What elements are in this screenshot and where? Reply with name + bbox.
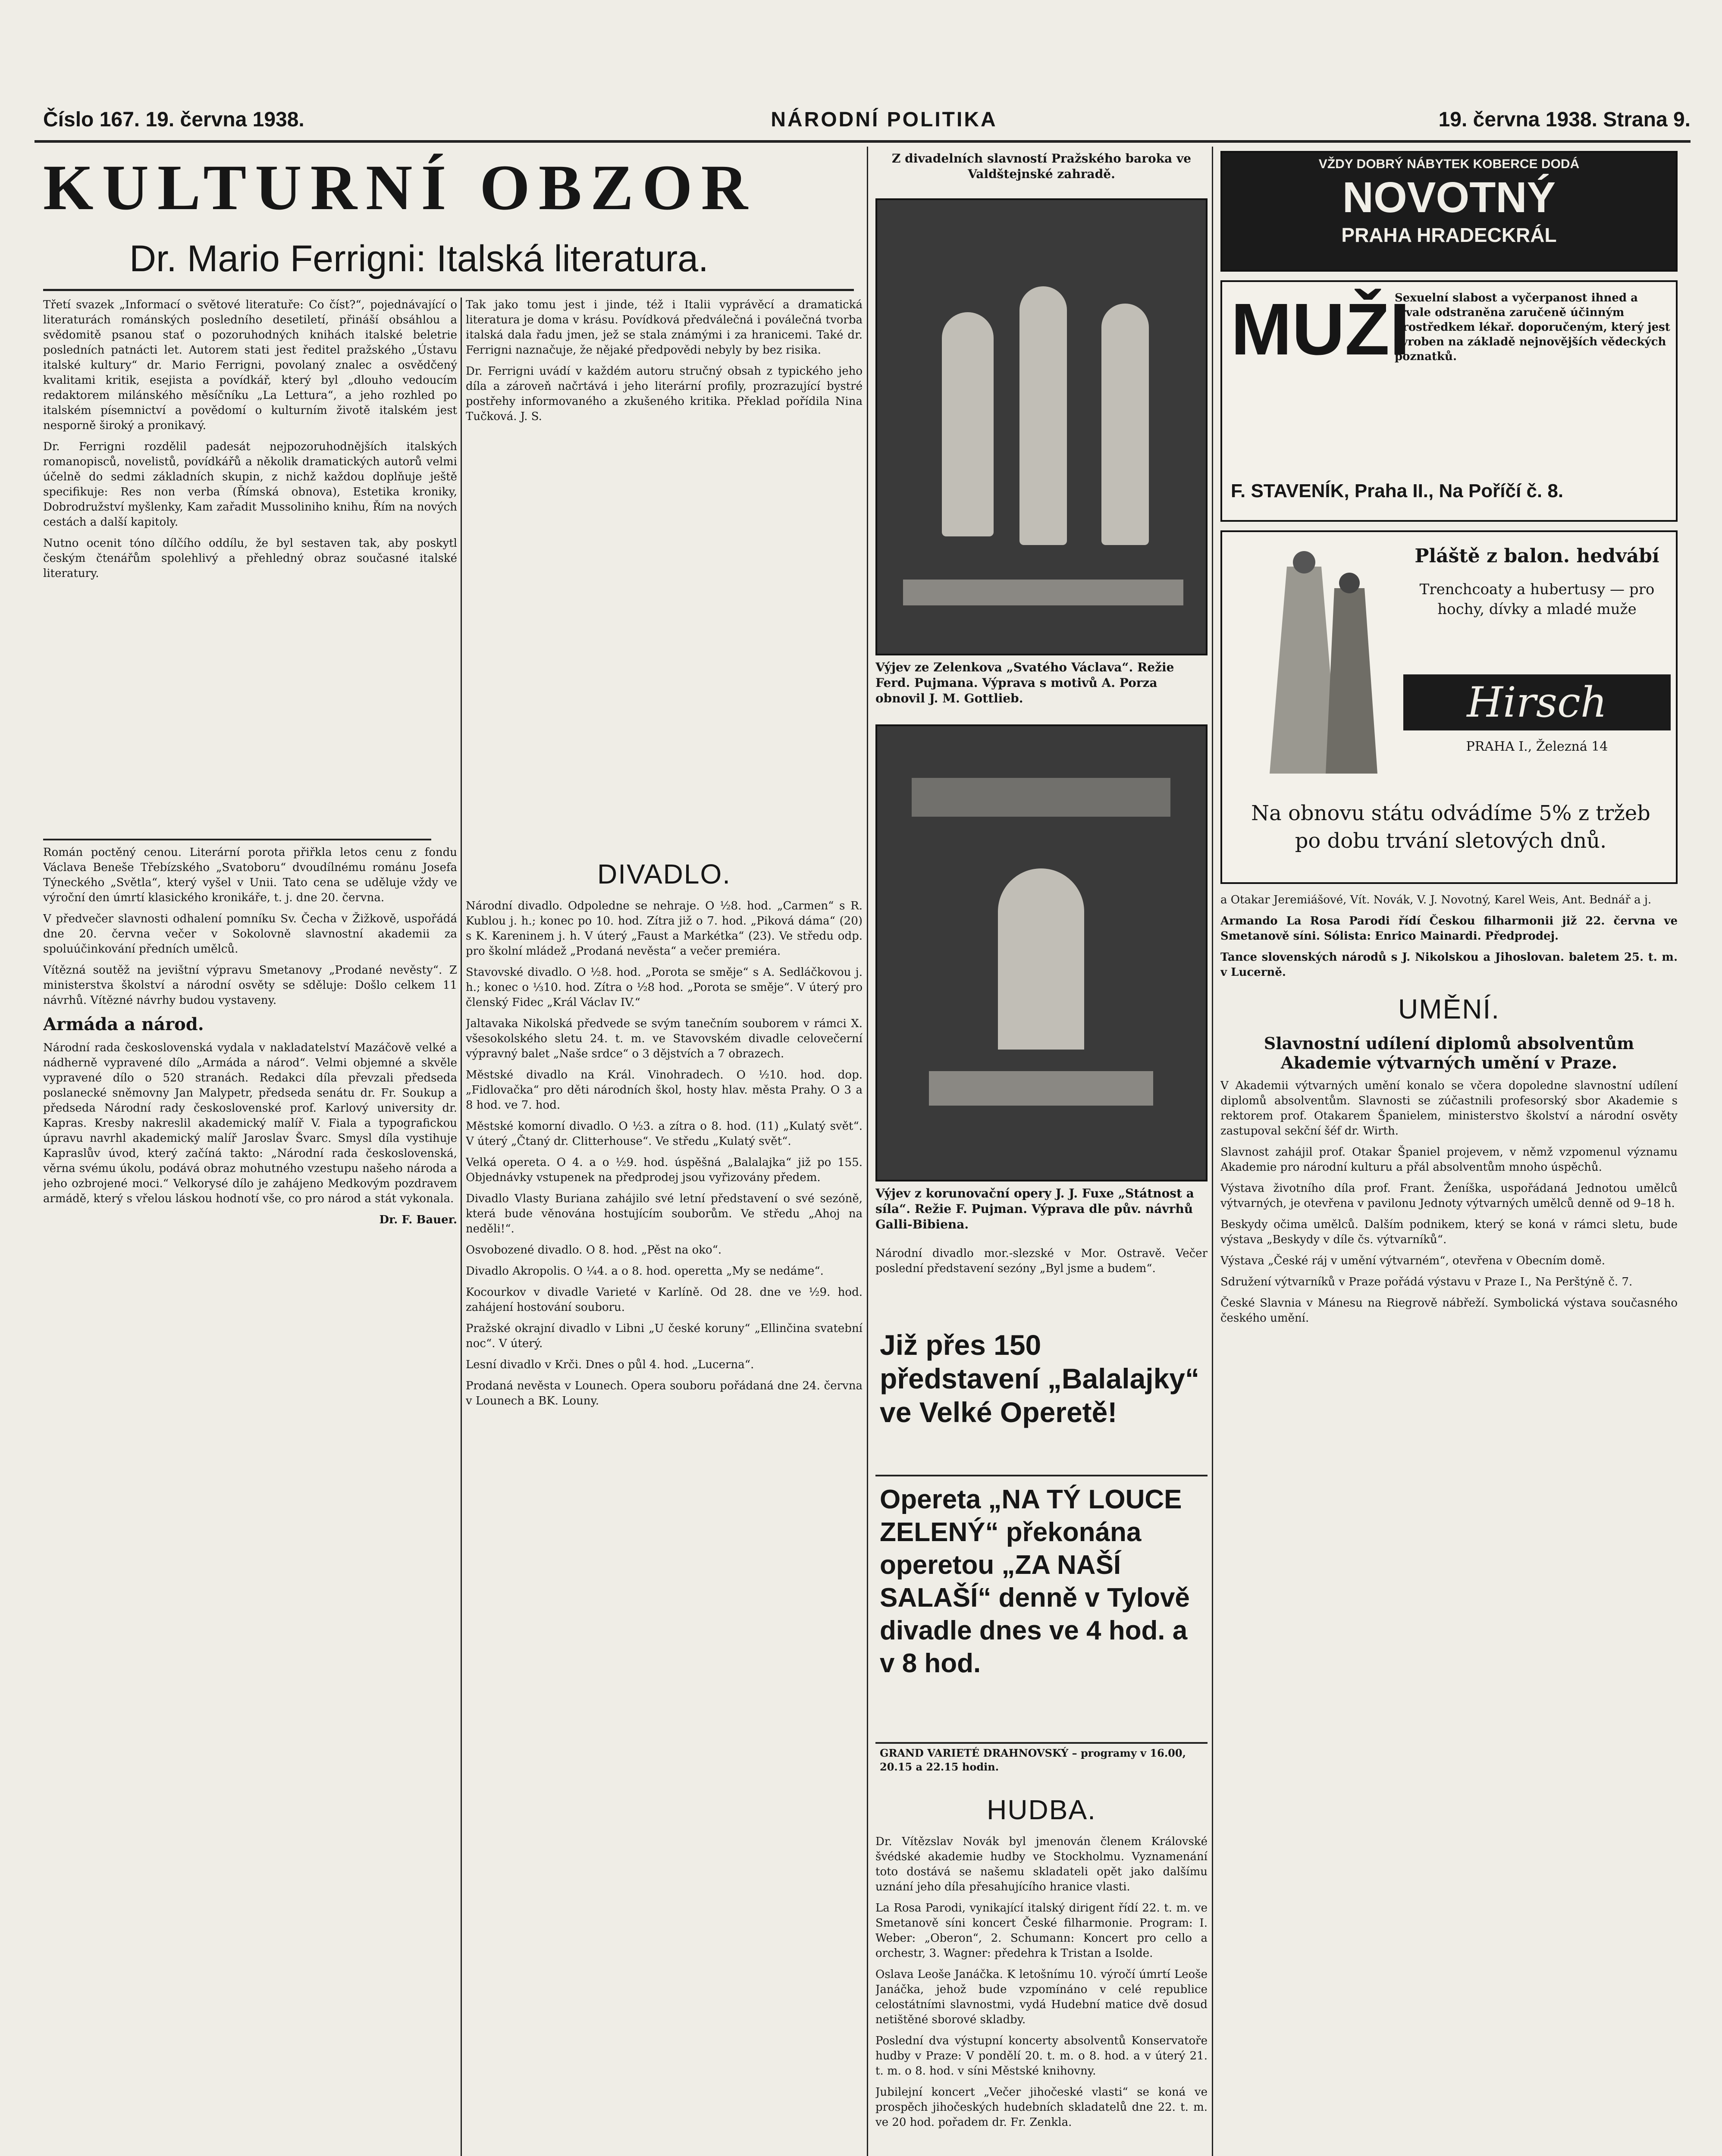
theatre-listing: Pražské okrajní divadlo v Libni „U české koruny“ „Ellinčina svatební noc“. V úterý. xyxy=(466,1322,863,1350)
muzi-ad xyxy=(1220,280,1678,522)
music-note: Jubilejní koncert „Večer jihočeské vlasti“ se koná ve prospěch jihočeských hudebních skladatelů dne 22. t. m. ve 20 hod. pořadem dr. Fr. Zenkla. xyxy=(875,2086,1208,2129)
theatre-listing: Národní divadlo. Odpoledne se nehraje. O ½8. hod. „Carmen“ s R. Kublou j. h.; konec po 10. hod. Zítra již o 7. hod. „Piková dáma“ (20) s K. Kareninem j. h. V úterý „Faust a Markétka“ (23). Ve středu odp. pro školní mládež „Prodaná nevěsta“ a večer premiéra. xyxy=(466,899,863,958)
umeni-title: UMĚNÍ. xyxy=(1398,993,1500,1025)
novotny-tagline: VŽDY DOBRÝ NÁBYTEK KOBERCE DODÁ xyxy=(1318,157,1580,171)
theatre-listing: Národní divadlo mor.-slezské v Mor. Ostravě. Večer poslední představení sezóny „Byl jsme a budem“. xyxy=(875,1247,1208,1275)
column-divider xyxy=(867,147,868,2156)
music-note: La Rosa Parodi, vynikající italský dirigent řídí 22. t. m. ve Smetanově síni koncert České filharmonie. Program: I. Weber: „Oberon“, 2. Schumann: Koncert pro cello a orchestr, 3. Wagner: předehra k Tristan a Isolde. xyxy=(875,1902,1208,1960)
art-note: Sdružení výtvarníků v Praze pořádá výstavu v Praze I., Na Perštýně č. 7. xyxy=(1220,1275,1633,1288)
music-note: Poslední dva výstupní koncerty absolventů Konservatoře hudby v Praze: V pondělí 20. t. m. o 8. hod. a v úterý 21. t. m. o 8. hod. v síni Městské knihovny. xyxy=(875,2034,1208,2078)
theatre-listing: Kocourkov v divadle Varieté v Karlíně. Od 28. dne ve ½9. hod. zahájení hostování souboru. xyxy=(466,1286,863,1314)
plaste-sub: Trenchcoaty a hubertusy — pro hochy, dívky a mladé muže xyxy=(1419,581,1655,618)
umeni-subtitle: Slavnostní udílení diplomů absolventům Akademie výtvarných umění v Praze. xyxy=(1264,1034,1634,1072)
headline: Dr. Mario Ferrigni: Italská literatura. xyxy=(129,238,709,279)
theatre-listing: Městské divadlo na Král. Vinohradech. O ½10. hod. dop. „Fidlovačka“ pro děti národních škol, hosty hlav. města Prahy. O 3 a 8 hod. ve 7. hod. xyxy=(466,1069,863,1112)
right-note: Armando La Rosa Parodi řídí Českou filharmonii již 22. června ve Smetanově síni. Sólista: Enrico Mainardi. Předprodej. xyxy=(1220,915,1678,943)
divadlo-title: DIVADLO. xyxy=(597,859,731,890)
varieté-notice: GRAND VARIETÉ DRAHNOVSKÝ – programy v 16.00, 20.15 a 22.15 hodin. xyxy=(880,1747,1186,1773)
newspaper-name: NÁRODNÍ POLITIKA xyxy=(771,108,997,131)
header-rule xyxy=(35,140,1691,143)
armada-title: Armáda a národ. xyxy=(43,1014,204,1034)
novotny-ad xyxy=(1220,151,1678,272)
news-note: V předvečer slavnosti odhalení pomníku Sv. Čecha v Žižkově, uspořádá dne 20. června večer v Sokolovně slavnostní akademii za spoluúčinkování předních umělců. xyxy=(43,912,457,956)
muzi-text: Sexuelní slabost a vyčerpanost ihned a trvale odstraněna zaručeně účinným prostředkem lékař. doporučeným, který jest vyroben na základě nejnovějších vědeckých poznatků. xyxy=(1395,291,1670,363)
art-note: Výstava „České ráj v umění výtvarném“, otevřena v Obecním domě. xyxy=(1220,1254,1605,1267)
section-title: KULTURNÍ OBZOR xyxy=(43,152,756,223)
hudba-title: HUDBA. xyxy=(987,1794,1096,1825)
page-date: 19. června 1938. Strana 9. xyxy=(1438,108,1691,131)
headline-rule xyxy=(43,289,854,291)
article-column-2 xyxy=(466,298,863,832)
article-paragraph: Nutno ocenit tóno dílčího oddílu, že byl sestaven tak, aby poskytl českým čtenářům spolehlivý a přehledný obraz současné italské literatury. xyxy=(43,537,457,580)
novotny-place: PRAHA HRADECKRÁL xyxy=(1341,224,1557,246)
right-column xyxy=(1220,893,1678,2156)
art-note: České Slavnia v Mánesu na Riegrově nábřeží. Symbolická výstava současného českého umění. xyxy=(1220,1297,1678,1325)
art-note: Beskydy očima umělců. Dalším podnikem, který se koná v rámci sletu, bude výstava „Beskydy v díle čs. výtvarníků“. xyxy=(1220,1218,1678,1246)
section-rule xyxy=(43,839,431,840)
photo-heading: Z divadelních slavností Pražského baroka ve Valdštejnské zahradě. xyxy=(891,151,1192,181)
armada-text: Národní rada československá vydala v nakladatelství Mazáčově velké a nádherně vypravené dílo „Armáda a národ“. Velmi objemné a skvěle vypravené dílo o 520 stranách. Redakci díla převzali předseda poslanecké sněmovny Jan Malypetr, předseda senátu dr. Fr. Soukup a předseda Národní rady československé prof. Karlový university dr. Kapras. Kresby nakreslil akademický malíř V. Fiala a typografickou úpravu navrhl akademický malíř Jaroslav Švarc. Smysl díla vystihuje Kapraslův úvod, který začíná takto: „Národní rada československá, věrna svému úkolu, podává obraz mohutného vzestupu našeho národa a jeho ozbrojené moci.“ Velkorysé dílo je zahájeno Medkovým pozdravem armádě, který s vřelou láskou hodnotí vše, co pro národ a stát vykonala. xyxy=(43,1041,457,1205)
art-note: Výstava životního díla prof. Frant. Ženíška, uspořádaná Jednotou umělců výtvarných, je otevřena v pavilonu Jednoty výtvarných umělců denně od 9–18 h. xyxy=(1220,1182,1678,1210)
mid-notes xyxy=(875,1246,1208,1328)
article-paragraph: Dr. Ferrigni rozdělil padesát nejpozoruhodnějších italských romanopisců, novelistů, povídkářů a několik dramatických autorů velmi účelně do sedmi základních skupin, z nichž každou doplňuje ještě specifikuje: Res non verba (Římská obnova), Estetika kroniky, Dobrodružství myšlenky, Kam zařadit Mussoliniho knihu, Řím na nových cestách a další kapitoly. xyxy=(43,440,457,529)
armada-signature: Dr. F. Bauer. xyxy=(379,1213,457,1226)
stavenik-address: F. STAVENÍK, Praha II., Na Poříčí č. 8. xyxy=(1231,480,1564,501)
theatre-listing: Městské komorní divadlo. O ½3. a zítra o 8. hod. (11) „Kulatý svět“. V úterý „Čtaný dr. Clitterhouse“. Ve středu „Kulatý svět“. xyxy=(466,1120,863,1148)
theatre-listing: Prodaná nevěsta v Lounech. Opera souboru pořádaná dne 24. června v Lounech a BK. Louny. xyxy=(466,1379,863,1407)
column-divider xyxy=(1212,147,1213,2156)
theatre-listing: Osvobozené divadlo. O 8. hod. „Pěst na oko“. xyxy=(466,1244,722,1257)
art-note: V Akademii výtvarných umění konalo se včera dopoledne slavnostní udílení diplomů absolventům. Slavnosti se zúčastnili profesorský sbor Akademie s rektorem prof. Otakarem Španielem, ministerstvo školství a národní osvěty zastupoval sekční šéf dr. Wirth. xyxy=(1220,1079,1678,1138)
column-divider xyxy=(461,298,462,2156)
hudba-column xyxy=(875,1781,1208,2156)
photo-caption-2: Výjev z korunovační opery J. J. Fuxe „Státnost a síla“. Režie F. Pujman. Výprava dle pův. návrhů Galli-Bibiena. xyxy=(875,1186,1194,1232)
art-note: Slavnost zahájil prof. Otakar Španiel projevem, v němž vzpomenul významu Akademie pro národní kulturu a přál absolventům mnoho úspěchů. xyxy=(1220,1146,1678,1174)
notes-column xyxy=(43,845,457,2156)
plaste-heading: Pláště z balon. hedvábí xyxy=(1415,545,1659,567)
divadlo-column xyxy=(466,845,863,2156)
right-note: a Otakar Jeremiášové, Vít. Novák, V. J. Novotný, Karel Weis, Ant. Bednář a j. xyxy=(1220,893,1652,906)
muzi-title: MUŽI xyxy=(1231,288,1410,370)
coat-figures-illustration xyxy=(1235,549,1390,791)
salas-promo: Opereta „NA TÝ LOUCE ZELENÝ“ překonána operetou „ZA NAŠÍ SALAŠÍ“ denně v Tylově divadle dnes ve 4 hod. a v 8 hod. xyxy=(880,1485,1190,1678)
hirsch-ad xyxy=(1220,530,1678,884)
article-column-1 xyxy=(43,298,457,832)
music-note: Oslava Leoše Janáčka. K letošnímu 10. výročí úmrtí Leoše Janáčka, jehož bude vzpomínáno v celé republice celostátními slavnostmi, vydá Hudební matice dvě dosud netištěné sborové skladby. xyxy=(875,1968,1208,2026)
novotny-name: NOVOTNÝ xyxy=(1342,173,1556,222)
photo-caption-1: Výjev ze Zelenkova „Svatého Václava“. Režie Ferd. Pujmana. Výprava s motivů A. Porza obnovil J. M. Gottlieb. xyxy=(875,660,1174,705)
theatre-listing: Divadlo Akropolis. O ¼4. a o 8. hod. operetta „My se nedáme“. xyxy=(466,1265,824,1278)
theatre-listing: Stavovské divadlo. O ½8. hod. „Porota se směje“ s A. Sedláčkovou j. h.; konec o ⅓10. hod. Zítra o ½8 hod. „Porota se směje“. V úterý pro členský Fidec „Král Václav IV.“ xyxy=(466,966,863,1009)
baroque-photo-1 xyxy=(875,198,1208,655)
theatre-listing: Lesní divadlo v Krči. Dnes o půl 4. hod. „Lucerna“. xyxy=(466,1358,754,1371)
promo-rule xyxy=(875,1475,1208,1476)
baroque-photo-2 xyxy=(875,724,1208,1181)
hirsch-address: PRAHA I., Železná 14 xyxy=(1466,739,1608,754)
balalajka-promo: Již přes 150 představení „Balalajky“ ve Velké Operetě! xyxy=(880,1329,1200,1428)
right-note: Tance slovenských národů s J. Nikolskou a Jihoslovan. baletem 25. t. m. v Lucerně. xyxy=(1220,951,1678,979)
issue-number: Číslo 167. 19. června 1938. xyxy=(43,108,304,131)
music-note: Dr. Vítězslav Novák byl jmenován členem Královské švédské akademie hudby ve Stockholmu. Vyznamenání toto dostává se našemu skladateli opět jako dalšímu uznání jeho díla přesahujícího hranice vlasti. xyxy=(875,1835,1208,1893)
promo-rule xyxy=(875,1742,1208,1744)
article-paragraph: Tak jako tomu jest i jinde, též i Italii vyprávěcí a dramatická literatura je doma v krásu. Povídková předválečná i poválečná tvorba italská dala řadu jmen, jež se stala známými i za hranicemi. Také dr. Ferrigni naznačuje, že nějaké předpovědi nebyly by bez risika. xyxy=(466,298,863,357)
theatre-listing: Velká opereta. O 4. a o ½9. hod. úspěšná „Balalajka“ již po 155. Objednávky vstupenek na předprodej jsou vyřizovány předem. xyxy=(466,1156,863,1184)
theatre-listing: Jaltavaka Nikolská předvede se svým tanečním souborem v rámci X. všesokolského sletu 24. t. m. ve Stavovském divadle celovečerní výpravný balet „Naše srdce“ o 3 dějstvích a 7 obrazech. xyxy=(466,1017,863,1060)
hirsch-logo: Hirsch xyxy=(1403,674,1671,730)
article-paragraph: Dr. Ferrigni uvádí v každém autoru stručný obsah z typického jeho díla a zároveň načrtává i jeho literární profily, prozrazující bystré postřehy informovaného a zkušeného kritika. Překlad pořídila Nina Tučková. J. S. xyxy=(466,365,863,423)
news-note: Román poctěný cenou. Literární porota přiřkla letos cenu z fondu Václava Beneše Třebízského „Svatoboru“ dvoudílnému románu Josefa Týneckého „Světla“, který vyšel v Unii. Tato cena se uděluje vždy ve výroční den úmrtí klasického kronikáře, t. j. dne 20. června. xyxy=(43,846,457,904)
theatre-listing: Divadlo Vlasty Buriana zahájilo své letní představení o své sezóně, která bude věnována hostujícím souborům. Ve středu „Ahoj na neděli!“. xyxy=(466,1192,863,1235)
slevy-notice: Na obnovu státu odvádíme 5% z tržeb po dobu trvání sletových dnů. xyxy=(1251,801,1650,853)
news-note: Vítězná soutěž na jevištní výpravu Smetanovy „Prodané nevěsty“. Z ministerstva školství a národní osvěty se sděluje: Došlo celkem 11 návrhů. Vítězné návrhy budou vystaveny. xyxy=(43,964,457,1007)
article-paragraph: Třetí svazek „Informací o světové literatuře: Co číst?“, pojednávající o literaturách románských posledního desetiletí, přináší obsáhlou a svědomitě psanou stať o pozoruhodných knihách italské beletrie posledních patnácti let. Autorem stati jest ředitel pražského „Ústavu italské kultury“ dr. Mario Ferrigni, povolaný znalec a osvědčený kvalitami kritik, esejista a povídkář, který byl „dlouho vedoucím redaktorem milánského měsíčníku „La Lettura“, a jeho rozhled po italském písemnictví a povědomí o kulturním životě italském jest nesporně široký a pronikavý. xyxy=(43,298,457,432)
